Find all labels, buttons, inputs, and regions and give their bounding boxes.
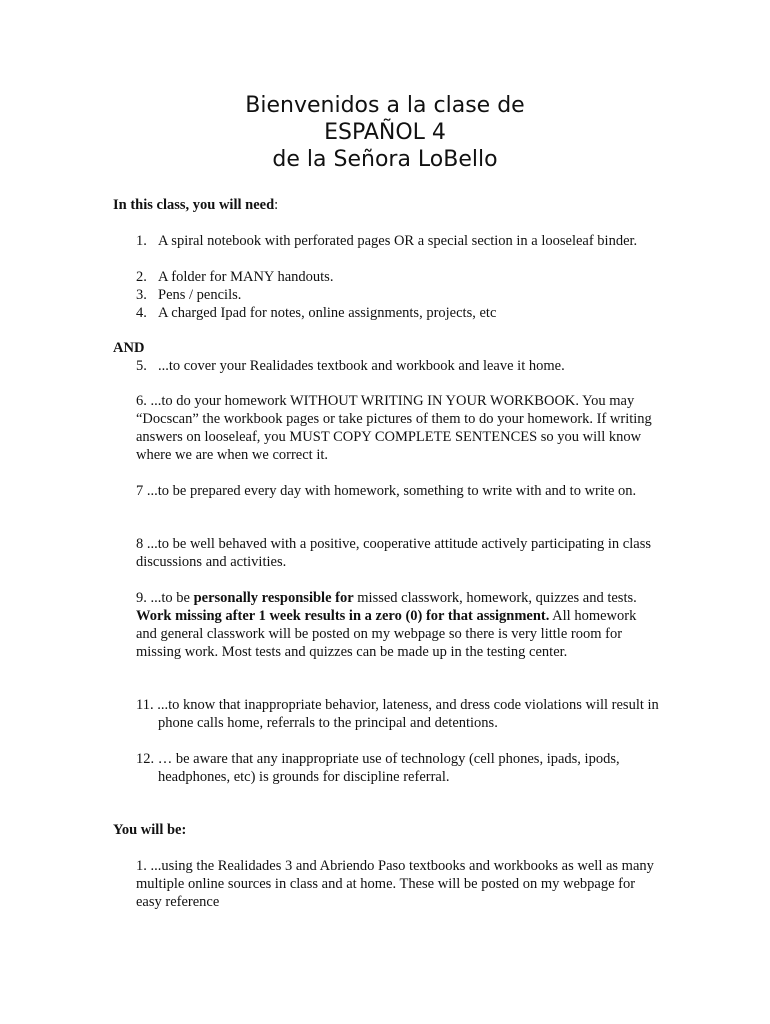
list-number: 3.: [136, 287, 147, 303]
need-heading-colon: :: [274, 197, 279, 213]
list-item-7: 7 ...to be prepared every day with homework, something to write with and to write on.: [136, 483, 637, 499]
list-text: A spiral notebook with perforated pages OR a special section in a looseleaf binder.: [158, 233, 638, 249]
item9-bold-work-missing: Work missing after 1 week results in a zero (0) for that assignment.: [136, 608, 550, 624]
need-heading-text: In this class, you will need: [113, 197, 275, 213]
list-text: A charged Ipad for notes, online assignments, projects, etc: [158, 305, 497, 321]
list-text: Pens / pencils.: [158, 287, 242, 303]
list-item-12: 12. … be aware that any inappropriate use of technology (cell phones, ipads, ipods, headphones, etc) is grounds for discipline referral.: [136, 751, 620, 785]
title-line-1: Bienvenidos a la clase de: [245, 93, 525, 118]
title-line-2: ESPAÑOL 4: [324, 120, 446, 145]
item9-bold-responsible: personally responsible for: [193, 590, 354, 606]
list-item-5: [136, 357, 656, 375]
you-will-be-heading: You will be:: [113, 822, 187, 838]
list-number: 2.: [136, 269, 147, 285]
list-number: 5.: [136, 358, 147, 374]
document-title: [0, 92, 770, 173]
list-item-8: 8 ...to be well behaved with a positive, cooperative attitude actively participating in class discussions and activities.: [136, 536, 651, 570]
need-list-item-2: [136, 268, 656, 286]
list-number: 4.: [136, 305, 147, 321]
item9-mid: missed classwork, homework, quizzes and tests.: [353, 590, 637, 606]
need-heading: [113, 196, 278, 214]
item9-suffix: All homework and general classwork will be posted on my webpage so there is very little room for missing work. Most tests and quizzes can be made up in the testing center.: [136, 608, 637, 660]
list-number: 1.: [136, 233, 147, 249]
list-item-6: 6. ...to do your homework WITHOUT WRITING IN YOUR WORKBOOK. You may “Docscan” the workbook pages or take pictures of them to do your homework. If writing answers on looseleaf, you MUST COPY COMPLETE SENTENCES so you will know where we are when we correct it.: [136, 393, 652, 463]
title-line-3: de la Señora LoBello: [272, 147, 498, 172]
list-item-9: [136, 589, 658, 661]
list-text: A folder for MANY handouts.: [158, 269, 334, 285]
need-list-item-3: [136, 286, 656, 304]
need-list-item-1: [136, 232, 656, 250]
need-list-item-4: [136, 304, 656, 322]
list-text: ...to cover your Realidades textbook and workbook and leave it home.: [158, 358, 565, 374]
item9-prefix: 9. ...to be: [136, 590, 194, 606]
will-be-item-1: 1. ...using the Realidades 3 and Abriendo Paso textbooks and workbooks as well as many multiple online sources in class and at home. These will be posted on my webpage for easy reference: [136, 858, 654, 910]
list-item-11: 11. ...to know that inappropriate behavior, lateness, and dress code violations will result in phone calls home, referrals to the principal and detentions.: [136, 697, 659, 731]
and-heading: AND: [113, 340, 145, 356]
